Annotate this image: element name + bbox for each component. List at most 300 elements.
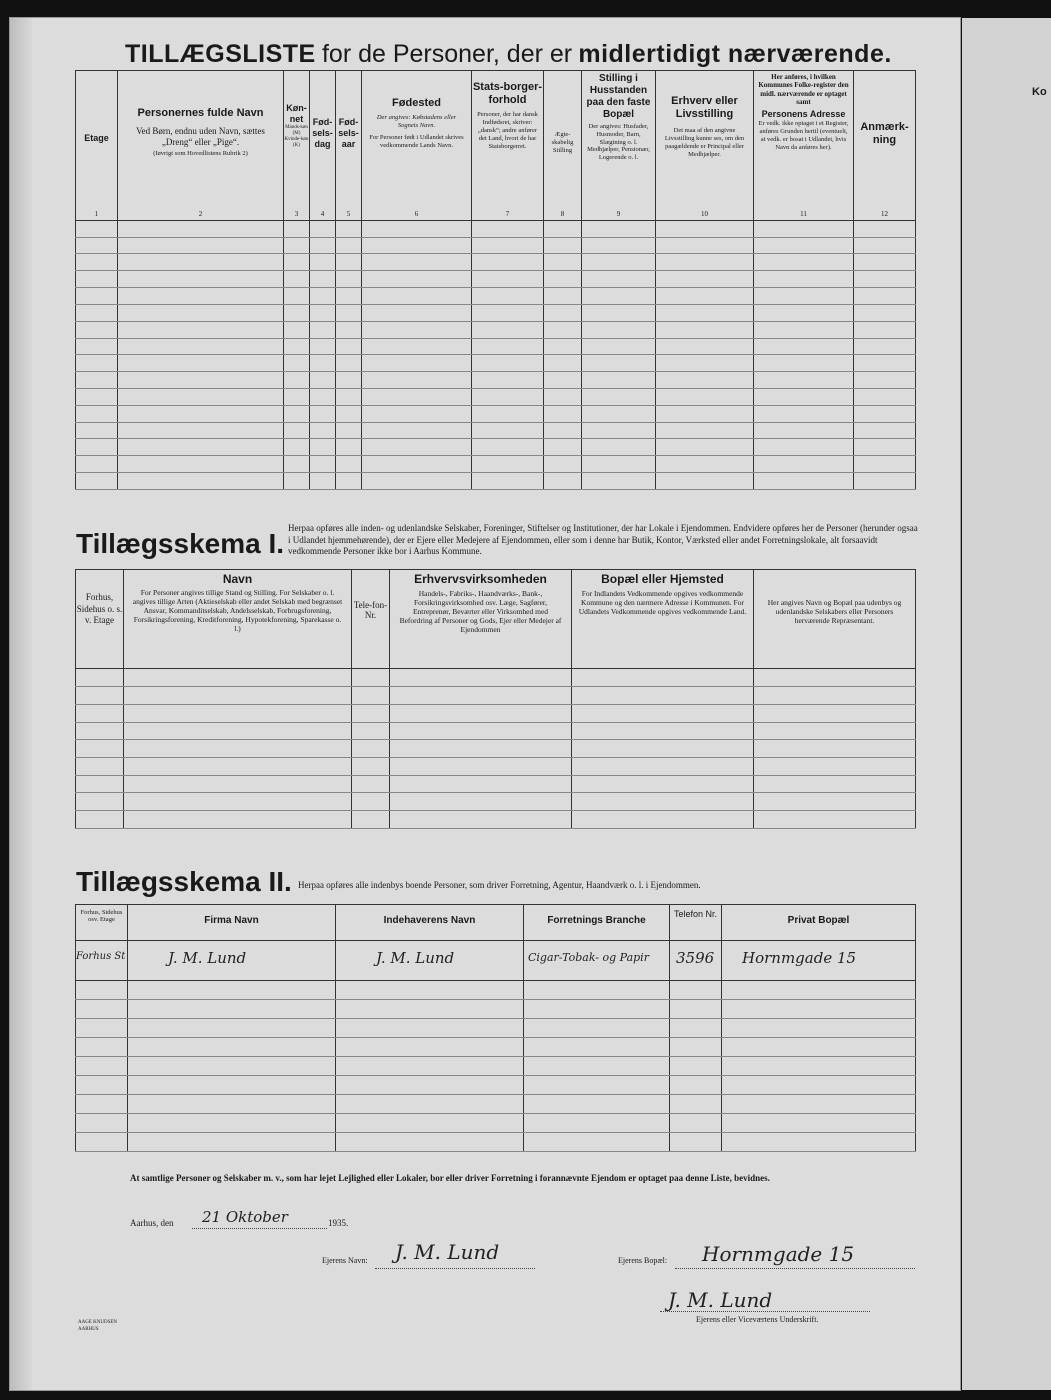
empty-cell[interactable]: [390, 704, 572, 722]
empty-cell[interactable]: [754, 722, 916, 740]
empty-cell[interactable]: [582, 304, 656, 321]
empty-cell[interactable]: [362, 254, 472, 271]
empty-cell[interactable]: [754, 338, 854, 355]
empty-cell[interactable]: [472, 473, 544, 490]
empty-cell[interactable]: [336, 1057, 524, 1076]
empty-cell[interactable]: [390, 811, 572, 829]
empty-cell[interactable]: [472, 456, 544, 473]
empty-cell[interactable]: [118, 473, 284, 490]
empty-cell[interactable]: [336, 288, 362, 305]
empty-cell[interactable]: [656, 372, 754, 389]
empty-cell[interactable]: [310, 388, 336, 405]
empty-cell[interactable]: [656, 473, 754, 490]
empty-cell[interactable]: [76, 321, 118, 338]
empty-cell[interactable]: [582, 405, 656, 422]
empty-cell[interactable]: [310, 473, 336, 490]
empty-cell[interactable]: [544, 288, 582, 305]
empty-cell[interactable]: [336, 388, 362, 405]
empty-cell[interactable]: [390, 758, 572, 776]
empty-cell[interactable]: [128, 1038, 336, 1057]
empty-cell[interactable]: [362, 304, 472, 321]
empty-cell[interactable]: [76, 405, 118, 422]
empty-cell[interactable]: [854, 355, 916, 372]
empty-cell[interactable]: [472, 220, 544, 237]
s2-cell-indehaver[interactable]: J. M. Lund: [336, 941, 524, 981]
empty-cell[interactable]: [362, 456, 472, 473]
empty-cell[interactable]: [544, 422, 582, 439]
s2-cell-telefon[interactable]: 3596: [670, 941, 722, 981]
empty-cell[interactable]: [854, 439, 916, 456]
empty-cell[interactable]: [582, 271, 656, 288]
empty-cell[interactable]: [722, 1038, 916, 1057]
empty-cell[interactable]: [524, 1095, 670, 1114]
empty-cell[interactable]: [284, 220, 310, 237]
empty-cell[interactable]: [352, 704, 390, 722]
empty-cell[interactable]: [854, 372, 916, 389]
empty-cell[interactable]: [656, 405, 754, 422]
empty-cell[interactable]: [128, 1019, 336, 1038]
empty-cell[interactable]: [572, 669, 754, 687]
empty-cell[interactable]: [336, 254, 362, 271]
empty-cell[interactable]: [76, 1114, 128, 1133]
empty-cell[interactable]: [656, 220, 754, 237]
empty-cell[interactable]: [544, 271, 582, 288]
empty-cell[interactable]: [544, 405, 582, 422]
empty-cell[interactable]: [754, 456, 854, 473]
empty-cell[interactable]: [754, 775, 916, 793]
empty-cell[interactable]: [76, 811, 124, 829]
empty-cell[interactable]: [670, 1038, 722, 1057]
empty-cell[interactable]: [854, 338, 916, 355]
empty-cell[interactable]: [310, 372, 336, 389]
empty-cell[interactable]: [670, 1133, 722, 1152]
empty-cell[interactable]: [284, 271, 310, 288]
empty-cell[interactable]: [854, 405, 916, 422]
empty-cell[interactable]: [336, 1019, 524, 1038]
empty-cell[interactable]: [390, 775, 572, 793]
empty-cell[interactable]: [472, 237, 544, 254]
empty-cell[interactable]: [754, 372, 854, 389]
empty-cell[interactable]: [118, 405, 284, 422]
empty-cell[interactable]: [656, 321, 754, 338]
empty-cell[interactable]: [362, 405, 472, 422]
empty-cell[interactable]: [362, 220, 472, 237]
empty-cell[interactable]: [76, 722, 124, 740]
empty-cell[interactable]: [754, 220, 854, 237]
empty-cell[interactable]: [76, 338, 118, 355]
empty-cell[interactable]: [390, 793, 572, 811]
empty-cell[interactable]: [76, 1038, 128, 1057]
empty-cell[interactable]: [352, 669, 390, 687]
empty-cell[interactable]: [362, 237, 472, 254]
empty-cell[interactable]: [572, 758, 754, 776]
empty-cell[interactable]: [118, 388, 284, 405]
empty-cell[interactable]: [352, 811, 390, 829]
empty-cell[interactable]: [472, 304, 544, 321]
empty-cell[interactable]: [336, 1038, 524, 1057]
empty-cell[interactable]: [582, 439, 656, 456]
empty-cell[interactable]: [754, 405, 854, 422]
empty-cell[interactable]: [118, 220, 284, 237]
empty-cell[interactable]: [352, 793, 390, 811]
empty-cell[interactable]: [336, 355, 362, 372]
empty-cell[interactable]: [76, 271, 118, 288]
empty-cell[interactable]: [124, 740, 352, 758]
s2-cell-bopael[interactable]: Hornmgade 15: [722, 941, 916, 981]
empty-cell[interactable]: [656, 388, 754, 405]
empty-cell[interactable]: [336, 456, 362, 473]
empty-cell[interactable]: [124, 775, 352, 793]
empty-cell[interactable]: [656, 338, 754, 355]
empty-cell[interactable]: [754, 793, 916, 811]
empty-cell[interactable]: [124, 811, 352, 829]
empty-cell[interactable]: [754, 388, 854, 405]
empty-cell[interactable]: [656, 456, 754, 473]
empty-cell[interactable]: [754, 473, 854, 490]
empty-cell[interactable]: [336, 1076, 524, 1095]
empty-cell[interactable]: [582, 288, 656, 305]
empty-cell[interactable]: [128, 981, 336, 1000]
empty-cell[interactable]: [754, 422, 854, 439]
empty-cell[interactable]: [76, 1133, 128, 1152]
empty-cell[interactable]: [310, 304, 336, 321]
empty-cell[interactable]: [754, 355, 854, 372]
empty-cell[interactable]: [656, 237, 754, 254]
empty-cell[interactable]: [362, 338, 472, 355]
empty-cell[interactable]: [76, 372, 118, 389]
empty-cell[interactable]: [336, 1095, 524, 1114]
empty-cell[interactable]: [854, 456, 916, 473]
empty-cell[interactable]: [310, 456, 336, 473]
empty-cell[interactable]: [582, 254, 656, 271]
empty-cell[interactable]: [656, 254, 754, 271]
empty-cell[interactable]: [336, 405, 362, 422]
empty-cell[interactable]: [572, 793, 754, 811]
empty-cell[interactable]: [336, 237, 362, 254]
empty-cell[interactable]: [336, 304, 362, 321]
empty-cell[interactable]: [472, 405, 544, 422]
empty-cell[interactable]: [670, 1114, 722, 1133]
empty-cell[interactable]: [128, 1095, 336, 1114]
empty-cell[interactable]: [310, 254, 336, 271]
empty-cell[interactable]: [754, 271, 854, 288]
empty-cell[interactable]: [76, 758, 124, 776]
empty-cell[interactable]: [544, 254, 582, 271]
empty-cell[interactable]: [336, 220, 362, 237]
empty-cell[interactable]: [76, 775, 124, 793]
empty-cell[interactable]: [118, 304, 284, 321]
empty-cell[interactable]: [670, 981, 722, 1000]
empty-cell[interactable]: [544, 237, 582, 254]
empty-cell[interactable]: [544, 304, 582, 321]
empty-cell[interactable]: [754, 304, 854, 321]
empty-cell[interactable]: [128, 1076, 336, 1095]
empty-cell[interactable]: [76, 704, 124, 722]
empty-cell[interactable]: [118, 456, 284, 473]
empty-cell[interactable]: [76, 793, 124, 811]
empty-cell[interactable]: [336, 1133, 524, 1152]
empty-cell[interactable]: [472, 422, 544, 439]
empty-cell[interactable]: [472, 288, 544, 305]
empty-cell[interactable]: [336, 422, 362, 439]
empty-cell[interactable]: [284, 422, 310, 439]
empty-cell[interactable]: [310, 220, 336, 237]
empty-cell[interactable]: [582, 355, 656, 372]
empty-cell[interactable]: [124, 793, 352, 811]
empty-cell[interactable]: [472, 372, 544, 389]
empty-cell[interactable]: [284, 355, 310, 372]
empty-cell[interactable]: [524, 1114, 670, 1133]
empty-cell[interactable]: [76, 981, 128, 1000]
empty-cell[interactable]: [754, 254, 854, 271]
empty-cell[interactable]: [76, 254, 118, 271]
empty-cell[interactable]: [572, 811, 754, 829]
empty-cell[interactable]: [76, 220, 118, 237]
empty-cell[interactable]: [284, 372, 310, 389]
empty-cell[interactable]: [722, 1000, 916, 1019]
empty-cell[interactable]: [352, 740, 390, 758]
empty-cell[interactable]: [310, 237, 336, 254]
empty-cell[interactable]: [76, 473, 118, 490]
empty-cell[interactable]: [524, 1019, 670, 1038]
empty-cell[interactable]: [284, 338, 310, 355]
empty-cell[interactable]: [582, 220, 656, 237]
empty-cell[interactable]: [118, 372, 284, 389]
empty-cell[interactable]: [76, 456, 118, 473]
empty-cell[interactable]: [722, 1076, 916, 1095]
empty-cell[interactable]: [310, 271, 336, 288]
empty-cell[interactable]: [310, 355, 336, 372]
empty-cell[interactable]: [524, 1076, 670, 1095]
empty-cell[interactable]: [656, 422, 754, 439]
empty-cell[interactable]: [352, 758, 390, 776]
empty-cell[interactable]: [124, 758, 352, 776]
empty-cell[interactable]: [76, 669, 124, 687]
empty-cell[interactable]: [854, 304, 916, 321]
empty-cell[interactable]: [284, 388, 310, 405]
empty-cell[interactable]: [336, 473, 362, 490]
empty-cell[interactable]: [670, 1019, 722, 1038]
empty-cell[interactable]: [854, 237, 916, 254]
empty-cell[interactable]: [472, 254, 544, 271]
empty-cell[interactable]: [524, 1038, 670, 1057]
empty-cell[interactable]: [336, 321, 362, 338]
empty-cell[interactable]: [854, 321, 916, 338]
empty-cell[interactable]: [544, 355, 582, 372]
s2-cell-etage[interactable]: Forhus St: [76, 941, 128, 981]
empty-cell[interactable]: [118, 439, 284, 456]
empty-cell[interactable]: [128, 1133, 336, 1152]
empty-cell[interactable]: [582, 372, 656, 389]
empty-cell[interactable]: [336, 372, 362, 389]
empty-cell[interactable]: [336, 271, 362, 288]
empty-cell[interactable]: [128, 1000, 336, 1019]
empty-cell[interactable]: [670, 1057, 722, 1076]
empty-cell[interactable]: [544, 338, 582, 355]
empty-cell[interactable]: [544, 321, 582, 338]
empty-cell[interactable]: [118, 254, 284, 271]
empty-cell[interactable]: [352, 775, 390, 793]
empty-cell[interactable]: [582, 456, 656, 473]
empty-cell[interactable]: [76, 1000, 128, 1019]
empty-cell[interactable]: [390, 669, 572, 687]
empty-cell[interactable]: [76, 740, 124, 758]
empty-cell[interactable]: [390, 722, 572, 740]
empty-cell[interactable]: [582, 338, 656, 355]
empty-cell[interactable]: [310, 338, 336, 355]
empty-cell[interactable]: [754, 740, 916, 758]
empty-cell[interactable]: [656, 288, 754, 305]
empty-cell[interactable]: [582, 388, 656, 405]
empty-cell[interactable]: [754, 704, 916, 722]
empty-cell[interactable]: [390, 740, 572, 758]
empty-cell[interactable]: [656, 355, 754, 372]
empty-cell[interactable]: [754, 321, 854, 338]
empty-cell[interactable]: [284, 439, 310, 456]
empty-cell[interactable]: [124, 704, 352, 722]
empty-cell[interactable]: [544, 439, 582, 456]
empty-cell[interactable]: [656, 439, 754, 456]
empty-cell[interactable]: [544, 456, 582, 473]
empty-cell[interactable]: [76, 1057, 128, 1076]
empty-cell[interactable]: [572, 704, 754, 722]
empty-cell[interactable]: [284, 473, 310, 490]
empty-cell[interactable]: [722, 1114, 916, 1133]
empty-cell[interactable]: [76, 288, 118, 305]
empty-cell[interactable]: [336, 338, 362, 355]
empty-cell[interactable]: [472, 439, 544, 456]
empty-cell[interactable]: [854, 473, 916, 490]
empty-cell[interactable]: [472, 338, 544, 355]
empty-cell[interactable]: [124, 722, 352, 740]
empty-cell[interactable]: [352, 722, 390, 740]
empty-cell[interactable]: [336, 439, 362, 456]
empty-cell[interactable]: [76, 237, 118, 254]
empty-cell[interactable]: [336, 981, 524, 1000]
empty-cell[interactable]: [284, 405, 310, 422]
empty-cell[interactable]: [572, 775, 754, 793]
empty-cell[interactable]: [118, 288, 284, 305]
empty-cell[interactable]: [362, 355, 472, 372]
empty-cell[interactable]: [722, 981, 916, 1000]
empty-cell[interactable]: [362, 372, 472, 389]
empty-cell[interactable]: [472, 321, 544, 338]
empty-cell[interactable]: [854, 422, 916, 439]
empty-cell[interactable]: [524, 1000, 670, 1019]
empty-cell[interactable]: [854, 254, 916, 271]
empty-cell[interactable]: [544, 372, 582, 389]
empty-cell[interactable]: [118, 271, 284, 288]
empty-cell[interactable]: [362, 439, 472, 456]
empty-cell[interactable]: [544, 220, 582, 237]
empty-cell[interactable]: [310, 439, 336, 456]
empty-cell[interactable]: [472, 388, 544, 405]
empty-cell[interactable]: [544, 388, 582, 405]
empty-cell[interactable]: [76, 355, 118, 372]
empty-cell[interactable]: [124, 687, 352, 705]
empty-cell[interactable]: [352, 687, 390, 705]
empty-cell[interactable]: [722, 1057, 916, 1076]
empty-cell[interactable]: [362, 288, 472, 305]
empty-cell[interactable]: [572, 740, 754, 758]
empty-cell[interactable]: [76, 304, 118, 321]
empty-cell[interactable]: [754, 288, 854, 305]
empty-cell[interactable]: [854, 271, 916, 288]
empty-cell[interactable]: [754, 687, 916, 705]
empty-cell[interactable]: [118, 237, 284, 254]
empty-cell[interactable]: [310, 405, 336, 422]
empty-cell[interactable]: [284, 237, 310, 254]
empty-cell[interactable]: [284, 321, 310, 338]
s2-cell-firma[interactable]: J. M. Lund: [128, 941, 336, 981]
empty-cell[interactable]: [76, 422, 118, 439]
empty-cell[interactable]: [472, 271, 544, 288]
empty-cell[interactable]: [670, 1000, 722, 1019]
empty-cell[interactable]: [336, 1000, 524, 1019]
empty-cell[interactable]: [656, 304, 754, 321]
empty-cell[interactable]: [118, 321, 284, 338]
empty-cell[interactable]: [524, 981, 670, 1000]
empty-cell[interactable]: [754, 669, 916, 687]
empty-cell[interactable]: [524, 1057, 670, 1076]
s2-cell-branche[interactable]: Cigar-Tobak- og Papir: [524, 941, 670, 981]
empty-cell[interactable]: [336, 1114, 524, 1133]
empty-cell[interactable]: [310, 321, 336, 338]
empty-cell[interactable]: [670, 1076, 722, 1095]
empty-cell[interactable]: [524, 1133, 670, 1152]
empty-cell[interactable]: [544, 473, 582, 490]
empty-cell[interactable]: [582, 237, 656, 254]
empty-cell[interactable]: [76, 1019, 128, 1038]
empty-cell[interactable]: [582, 473, 656, 490]
empty-cell[interactable]: [754, 237, 854, 254]
empty-cell[interactable]: [118, 338, 284, 355]
empty-cell[interactable]: [284, 456, 310, 473]
empty-cell[interactable]: [362, 422, 472, 439]
empty-cell[interactable]: [572, 722, 754, 740]
empty-cell[interactable]: [854, 388, 916, 405]
empty-cell[interactable]: [128, 1057, 336, 1076]
empty-cell[interactable]: [362, 321, 472, 338]
empty-cell[interactable]: [656, 271, 754, 288]
empty-cell[interactable]: [76, 439, 118, 456]
empty-cell[interactable]: [722, 1133, 916, 1152]
empty-cell[interactable]: [572, 687, 754, 705]
empty-cell[interactable]: [754, 439, 854, 456]
empty-cell[interactable]: [754, 758, 916, 776]
empty-cell[interactable]: [284, 254, 310, 271]
empty-cell[interactable]: [362, 388, 472, 405]
empty-cell[interactable]: [76, 1076, 128, 1095]
empty-cell[interactable]: [284, 304, 310, 321]
empty-cell[interactable]: [754, 811, 916, 829]
empty-cell[interactable]: [118, 355, 284, 372]
empty-cell[interactable]: [670, 1095, 722, 1114]
empty-cell[interactable]: [582, 422, 656, 439]
empty-cell[interactable]: [472, 355, 544, 372]
empty-cell[interactable]: [76, 687, 124, 705]
empty-cell[interactable]: [128, 1114, 336, 1133]
empty-cell[interactable]: [362, 473, 472, 490]
empty-cell[interactable]: [722, 1019, 916, 1038]
empty-cell[interactable]: [854, 220, 916, 237]
empty-cell[interactable]: [124, 669, 352, 687]
empty-cell[interactable]: [582, 321, 656, 338]
empty-cell[interactable]: [310, 288, 336, 305]
empty-cell[interactable]: [362, 271, 472, 288]
empty-cell[interactable]: [310, 422, 336, 439]
empty-cell[interactable]: [722, 1095, 916, 1114]
